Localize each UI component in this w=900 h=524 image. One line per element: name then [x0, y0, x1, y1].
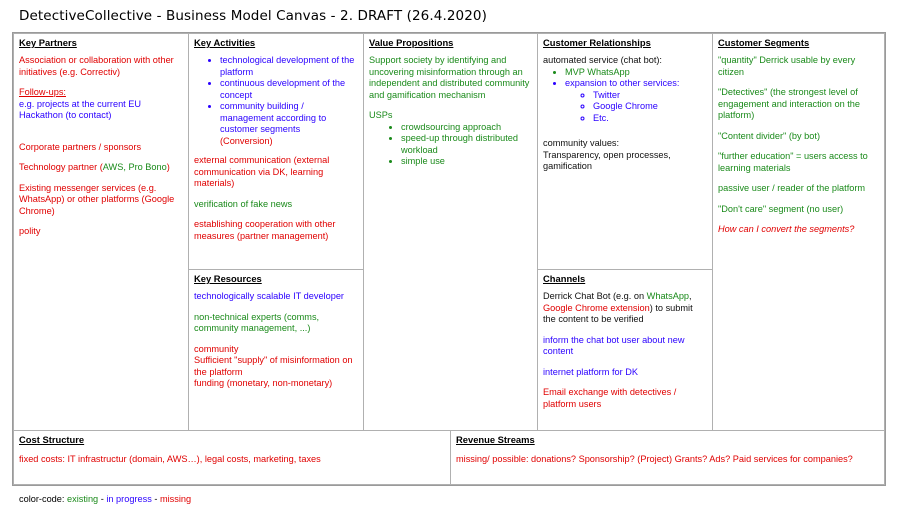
segment-dont-care: "Don't care" segment (no user) [718, 203, 844, 214]
segment-passive-user: passive user / reader of the platform [718, 183, 866, 193]
automated-service-label: automated service (chat bot): [543, 55, 662, 65]
legend-existing: existing [67, 494, 99, 504]
business-model-canvas [12, 32, 886, 486]
resource-community: community [194, 343, 239, 354]
resource-non-technical-experts: non-technical experts (comms, community management, ...) [194, 311, 320, 333]
activity-external-communication: external communication (external communication via DK, learning materials) [194, 155, 330, 188]
channel-chat-bot: Derrick Chat Bot (e.g. on WhatsApp, Google Chrome extension) to submit the content to be verified [543, 291, 693, 324]
service-etc: ◦ Etc. [593, 113, 707, 125]
service-twitter: ◦ Twitter [593, 90, 707, 102]
value-proposition-main: Support society by identifying and uncovering misinformation through an independent and distributed community and gamification mechanism [369, 55, 530, 100]
segment-quantity: "quantity" Derrick usable by every citizen [718, 55, 856, 77]
channel-email-exchange: Email exchange with detectives / platform users [543, 387, 677, 409]
community-values: Transparency, open processes, gamification [543, 149, 671, 171]
partner-polity: polity [19, 226, 41, 236]
usp-simple-use: • simple use [401, 156, 532, 168]
usps-label: USPs [369, 110, 393, 120]
cost-structure-section [13, 430, 451, 485]
channels-section [537, 269, 713, 431]
customer-segments-heading: Customer Segments [718, 37, 810, 48]
revenue-streams-section [450, 430, 885, 485]
channel-inform-users: inform the chat bot user about new content [543, 334, 685, 356]
document-title: DetectiveCollective - Business Model Canvas - 2. DRAFT (26.4.2020) [19, 8, 487, 24]
activity-concept-development: • continuous development of the concept [220, 78, 358, 101]
key-resources-heading: Key Resources [194, 273, 262, 284]
usp-speed-up: • speed-up through distributed workload [401, 133, 532, 156]
key-partners-heading: Key Partners [19, 37, 77, 48]
channels-heading: Channels [543, 273, 586, 284]
partner-technology: Technology partner (AWS, Pro Bono) [19, 162, 170, 172]
activity-cooperation: establishing cooperation with other measures (partner management) [194, 219, 336, 241]
legend-in-progress: in progress [106, 494, 152, 504]
activity-community-building: • community building / management according to customer segments (Conversion) [220, 101, 358, 147]
legend-missing: missing [159, 494, 192, 504]
segment-detectives: "Detectives" (the strongest level of engagement and interaction on the platform) [718, 87, 861, 120]
channel-internet-platform: internet platform for DK [543, 366, 638, 377]
resource-funding: funding (monetary, non-monetary) [194, 378, 333, 388]
partner-initiatives: Association or collaboration with other initiatives (e.g. Correctiv) [19, 55, 174, 77]
cost-fixed-costs: fixed costs: IT infrastructur (domain, AWS…), legal costs, marketing, taxes [19, 454, 321, 464]
legend-label: color-code: [19, 494, 68, 504]
activity-verification: verification of fake news [194, 198, 293, 209]
key-activities-section [188, 33, 364, 270]
partner-eu-projects: e.g. projects at the current EU [19, 98, 142, 109]
segment-content-divider: "Content divider" (by bot) [718, 130, 821, 141]
relationship-expansion: • expansion to other services: ◦ Twitter ◦ Google Chrome ◦ Etc. [565, 78, 707, 124]
cost-structure-heading: Cost Structure [19, 434, 85, 445]
customer-relationships-heading: Customer Relationships [543, 37, 651, 48]
segment-conversion-question: How can I convert the segments? [718, 224, 855, 234]
relationship-mvp-whatsapp: • MVP WhatsApp [565, 67, 707, 79]
service-google-chrome: ◦ Google Chrome [593, 101, 707, 113]
customer-segments-section [712, 33, 885, 431]
key-resources-section [188, 269, 364, 431]
partner-hackathon: Hackathon (to contact) [19, 110, 112, 120]
key-partners-section [13, 33, 189, 431]
resource-misinformation-supply: Sufficient "supply" of misinformation on the platform [194, 355, 353, 377]
partner-corporate: Corporate partners / sponsors [19, 141, 142, 152]
community-values-label: community values: [543, 138, 620, 148]
usp-crowdsourcing: • crowdsourcing approach [401, 122, 532, 134]
revenue-missing: missing/ possible: donations? Sponsorship? (Project) Grants? Ads? Paid services for companies? [456, 454, 853, 464]
color-code-legend: color-code: existing - in progress - missing [19, 494, 192, 504]
segment-further-education: "further education" = users access to learning materials [718, 151, 868, 173]
partner-messenger-services: Existing messenger services (e.g. WhatsApp) or other platforms (Google Chrome) [19, 182, 175, 216]
follow-ups-label: Follow-ups: [19, 87, 66, 97]
resource-it-developer: technologically scalable IT developer [194, 291, 344, 301]
customer-relationships-section [537, 33, 713, 270]
activity-tech-development: • technological development of the platform [220, 55, 358, 78]
revenue-streams-heading: Revenue Streams [456, 434, 535, 445]
value-propositions-section [363, 33, 538, 431]
value-propositions-heading: Value Propositions [369, 37, 454, 48]
key-activities-heading: Key Activities [194, 37, 256, 48]
